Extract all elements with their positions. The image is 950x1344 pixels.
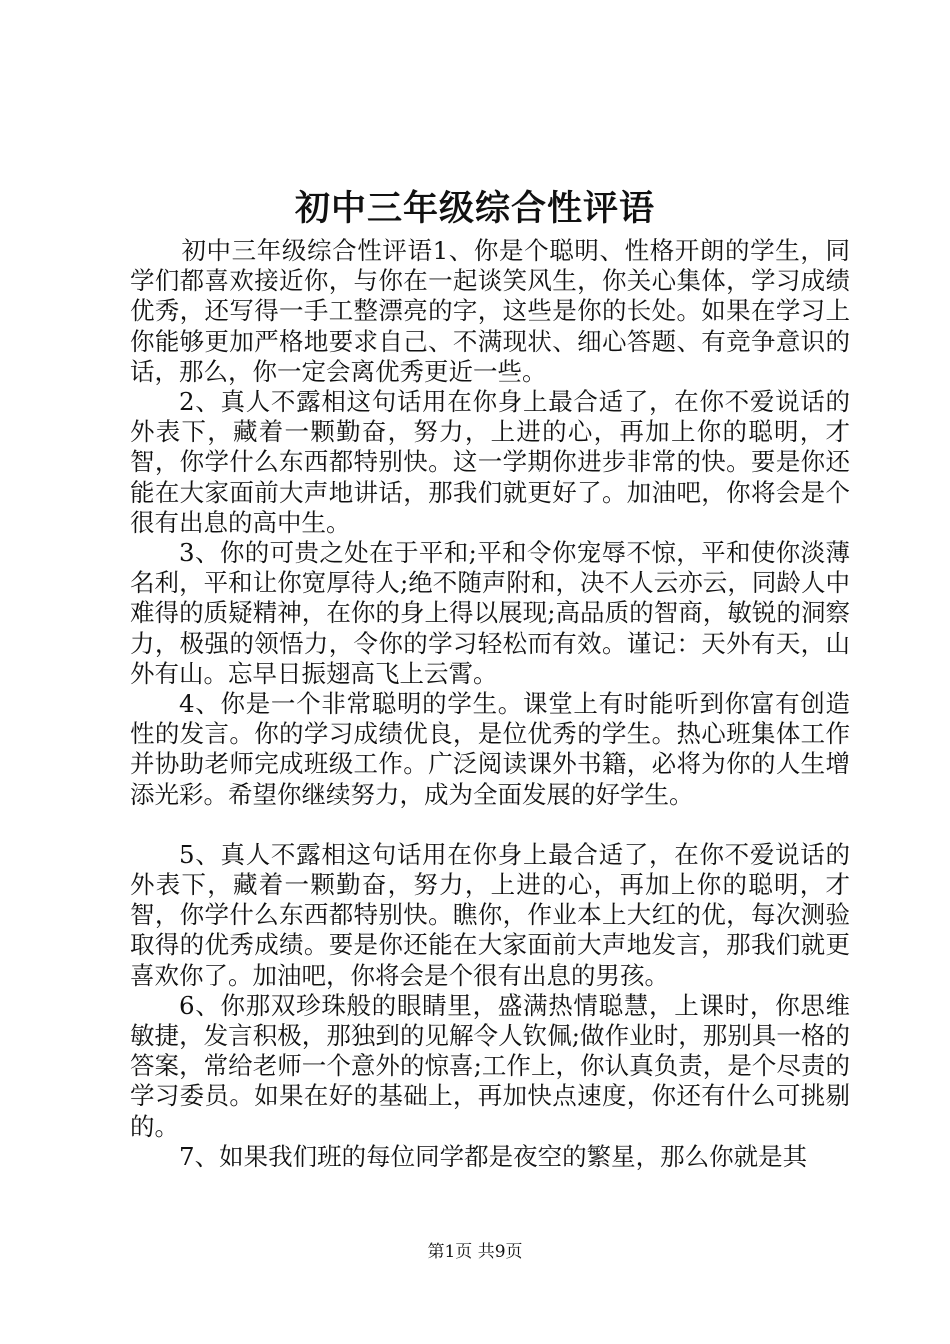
page-footer: 第1页 共9页	[427, 1242, 523, 1262]
paragraph-5: 5、真人不露相这句话用在你身上最合适了，在你不爱说话的外表下，藏着一颗勤奋，努力，上进的心，再加上你的聪明，才智，你学什么东西都特别快。瞧你，作业本上大红的优，每次测验取得的优秀成绩。要是你还能在大家面前大声地发言，那我们就更喜欢你了。加油吧，你将会是个很有出息的男孩。	[130, 839, 850, 990]
paragraph-1: 初中三年级综合性评语1、你是个聪明、性格开朗的学生，同学们都喜欢接近你，与你在一起谈笑风生，你关心集体，学习成绩优秀，还写得一手工整漂亮的字，这些是你的长处。如果在学习上你能够更加严格地要求自己、不满现状、细心答题、有竞争意识的话，那么，你一定会离优秀更近一些。	[130, 236, 850, 386]
paragraph-4: 4、你是一个非常聪明的学生。课堂上有时能听到你富有创造性的发言。你的学习成绩优良，是位优秀的学生。热心班集体工作并协助老师完成班级工作。广泛阅读课外书籍，必将为你的人生增添光彩。希望你继续努力，成为全面发展的好学生。	[130, 689, 850, 809]
paragraph-3: 3、你的可贵之处在于平和;平和令你宠辱不惊，平和使你淡薄名利，平和让你宽厚待人;绝不随声附和，决不人云亦云，同龄人中难得的质疑精神，在你的身上得以展现;高品质的智商，敏锐的洞察力，极强的领悟力，令你的学习轻松而有效。谨记：天外有天，山外有山。忘早日振翅高飞上云霄。	[130, 538, 850, 688]
document-title: 初中三年级综合性评语	[294, 188, 655, 229]
paragraph-6: 6、你那双珍珠般的眼睛里，盛满热情聪慧，上课时，你思维敏捷，发言积极，那独到的见解令人钦佩;做作业时，那别具一格的答案，常给老师一个意外的惊喜;工作上，你认真负责，是个尽责的学习委员。如果在好的基础上，再加快点速度，你还有什么可挑剔的。	[130, 990, 850, 1141]
document-body	[130, 236, 850, 1172]
paragraph-2: 2、真人不露相这句话用在你身上最合适了，在你不爱说话的外表下，藏着一颗勤奋，努力，上进的心，再加上你的聪明，才智，你学什么东西都特别快。这一学期你进步非常的快。要是你还能在大家面前大声地讲话，那我们就更好了。加油吧，你将会是个很有出息的高中生。	[130, 387, 850, 537]
paragraph-7: 7、如果我们班的每位同学都是夜空的繁星，那么你就是其	[179, 1141, 808, 1171]
